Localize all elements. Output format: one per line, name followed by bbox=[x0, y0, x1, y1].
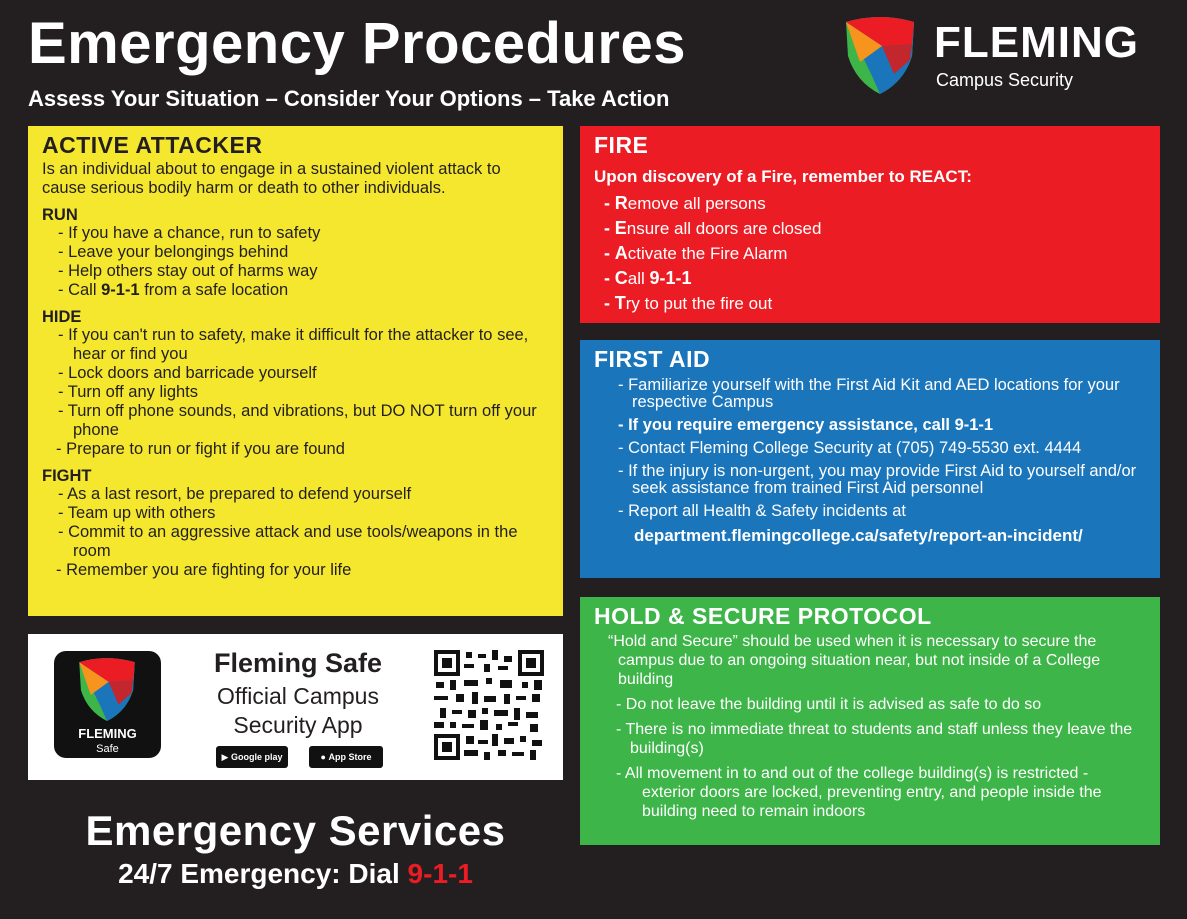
hide-heading: HIDE bbox=[42, 308, 82, 326]
active-attacker-description: Is an individual about to engage in a sustained violent attack to cause serious bodily harm or death to other individuals. bbox=[42, 160, 501, 197]
first-aid-item: - Contact Fleming College Security at (705) 749-5530 ext. 4444 bbox=[618, 439, 1082, 457]
fire-dash: - bbox=[604, 193, 610, 213]
hide-item: - Prepare to run or fight if you are found bbox=[56, 440, 345, 458]
fire-lead: Upon discovery of a Fire, remember to REACT: bbox=[594, 167, 972, 186]
run-call-post: from a safe location bbox=[139, 281, 289, 299]
hide-item: - Turn off phone sounds, and vibrations, but DO NOT turn off your phone bbox=[58, 402, 537, 439]
first-aid-item: - If you require emergency assistance, call 9-1-1 bbox=[618, 416, 994, 434]
hold-secure-item: - All movement in to and out of the college building(s) is restricted - exterior doors are locked, preventing entry, and people inside the building need to remain indoors bbox=[616, 765, 1102, 820]
run-call-number: 9-1-1 bbox=[101, 281, 140, 299]
run-item: - If you have a chance, run to safety bbox=[58, 224, 321, 242]
first-aid-panel bbox=[580, 340, 1160, 578]
page-title: Emergency Procedures bbox=[28, 11, 686, 76]
emergency-services-title: Emergency Services bbox=[85, 807, 506, 854]
hold-secure-item: - Do not leave the building until it is advised as safe to do so bbox=[616, 696, 1042, 713]
fire-letter: R bbox=[614, 193, 628, 213]
fire-call-number: 9-1-1 bbox=[649, 268, 692, 288]
first-aid-item: - Report all Health & Safety incidents at bbox=[618, 502, 906, 520]
fire-react-list bbox=[594, 191, 1146, 316]
emergency-dial-line bbox=[28, 858, 563, 890]
hide-item: - If you can't run to safety, make it difficult for the attacker to see, hear or find you bbox=[58, 326, 529, 363]
page-subtitle: Assess Your Situation – Consider Your Options – Take Action bbox=[28, 86, 670, 111]
fire-item bbox=[594, 241, 1146, 266]
hide-list bbox=[42, 326, 549, 459]
fleming-safe-app-icon[interactable] bbox=[54, 651, 161, 758]
hold-secure-item: - There is no immediate threat to students and staff unless they leave the building(s) bbox=[616, 721, 1133, 757]
apple-icon: ● bbox=[320, 752, 329, 762]
fire-text: nsure all doors are closed bbox=[626, 219, 822, 238]
fire-letter: T bbox=[614, 293, 626, 313]
brand-name: FLEMING bbox=[934, 18, 1139, 67]
fight-item: - Team up with others bbox=[58, 504, 216, 522]
fight-list bbox=[42, 485, 549, 580]
fire-item bbox=[594, 216, 1146, 241]
run-heading: RUN bbox=[42, 206, 78, 224]
hide-item: - Lock doors and barricade yourself bbox=[58, 364, 317, 382]
fleming-shield-icon bbox=[76, 657, 138, 723]
first-aid-heading: FIRST AID bbox=[594, 346, 711, 372]
hide-item: - Turn off any lights bbox=[58, 383, 199, 401]
app-store-label: App Store bbox=[328, 752, 372, 762]
hold-secure-list bbox=[594, 695, 1146, 821]
fleming-safe-app-card bbox=[28, 634, 563, 780]
incident-report-link[interactable]: department.flemingcollege.ca/safety/report-an-incident/ bbox=[634, 526, 1083, 545]
app-tagline-1: Official Campus bbox=[217, 683, 379, 709]
fire-text: ctivate the Fire Alarm bbox=[627, 244, 788, 263]
fire-dash: - bbox=[604, 268, 610, 288]
fire-panel bbox=[580, 126, 1160, 323]
fleming-shield-logo bbox=[842, 16, 918, 96]
fleming-brand bbox=[842, 16, 1172, 98]
run-list bbox=[42, 224, 549, 300]
app-title: Fleming Safe bbox=[213, 648, 383, 678]
hold-secure-heading: HOLD & SECURE PROTOCOL bbox=[594, 603, 932, 629]
app-store-badge[interactable] bbox=[309, 746, 383, 768]
emergency-number: 9-1-1 bbox=[407, 858, 473, 889]
google-play-label: Google play bbox=[230, 752, 283, 762]
fight-item: - Commit to an aggressive attack and use tools/weapons in the room bbox=[58, 523, 518, 560]
first-aid-item: - Familiarize yourself with the First Aid Kit and AED locations for your respective Campus bbox=[618, 376, 1120, 411]
active-attacker-heading: ACTIVE ATTACKER bbox=[42, 132, 263, 158]
fight-item: - Remember you are fighting for your life bbox=[56, 561, 352, 579]
run-item-call bbox=[42, 281, 549, 300]
fire-item bbox=[594, 291, 1146, 316]
fire-text: all bbox=[627, 269, 650, 288]
app-icon-name: FLEMING bbox=[78, 726, 137, 741]
emergency-dial-label: 24/7 Emergency: Dial bbox=[118, 858, 408, 889]
app-icon-sub: Safe bbox=[96, 743, 119, 755]
app-tagline-2: Security App bbox=[233, 712, 363, 738]
play-icon: ▶ bbox=[221, 751, 231, 762]
brand-subtitle: Campus Security bbox=[936, 70, 1074, 90]
fire-letter: A bbox=[614, 243, 628, 263]
fire-item bbox=[594, 191, 1146, 216]
active-attacker-panel bbox=[28, 126, 563, 616]
first-aid-list bbox=[594, 377, 1146, 520]
fire-text: ry to put the fire out bbox=[625, 294, 773, 313]
hold-secure-quote: “Hold and Secure” should be used when it is necessary to secure the campus due to an ongoing situation near, but not inside of a College building bbox=[608, 633, 1101, 688]
fire-dash: - bbox=[604, 218, 610, 238]
first-aid-item: - If the injury is non-urgent, you may provide First Aid to yourself and/or seek assistance from trained First Aid personnel bbox=[618, 462, 1137, 497]
fight-item: - As a last resort, be prepared to defend yourself bbox=[58, 485, 412, 503]
fire-letter: C bbox=[614, 268, 628, 288]
run-item: - Help others stay out of harms way bbox=[58, 262, 318, 280]
fire-text: emove all persons bbox=[627, 194, 766, 213]
qr-code[interactable] bbox=[434, 650, 544, 760]
run-call-pre: - Call bbox=[58, 281, 102, 299]
fire-dash: - bbox=[604, 243, 610, 263]
google-play-badge[interactable] bbox=[216, 746, 288, 768]
run-item: - Leave your belongings behind bbox=[58, 243, 289, 261]
fire-item bbox=[594, 266, 1146, 291]
fire-letter: E bbox=[614, 218, 627, 238]
fire-dash: - bbox=[604, 293, 610, 313]
fire-heading: FIRE bbox=[594, 132, 649, 158]
fight-heading: FIGHT bbox=[42, 467, 92, 485]
hold-secure-panel bbox=[580, 597, 1160, 845]
